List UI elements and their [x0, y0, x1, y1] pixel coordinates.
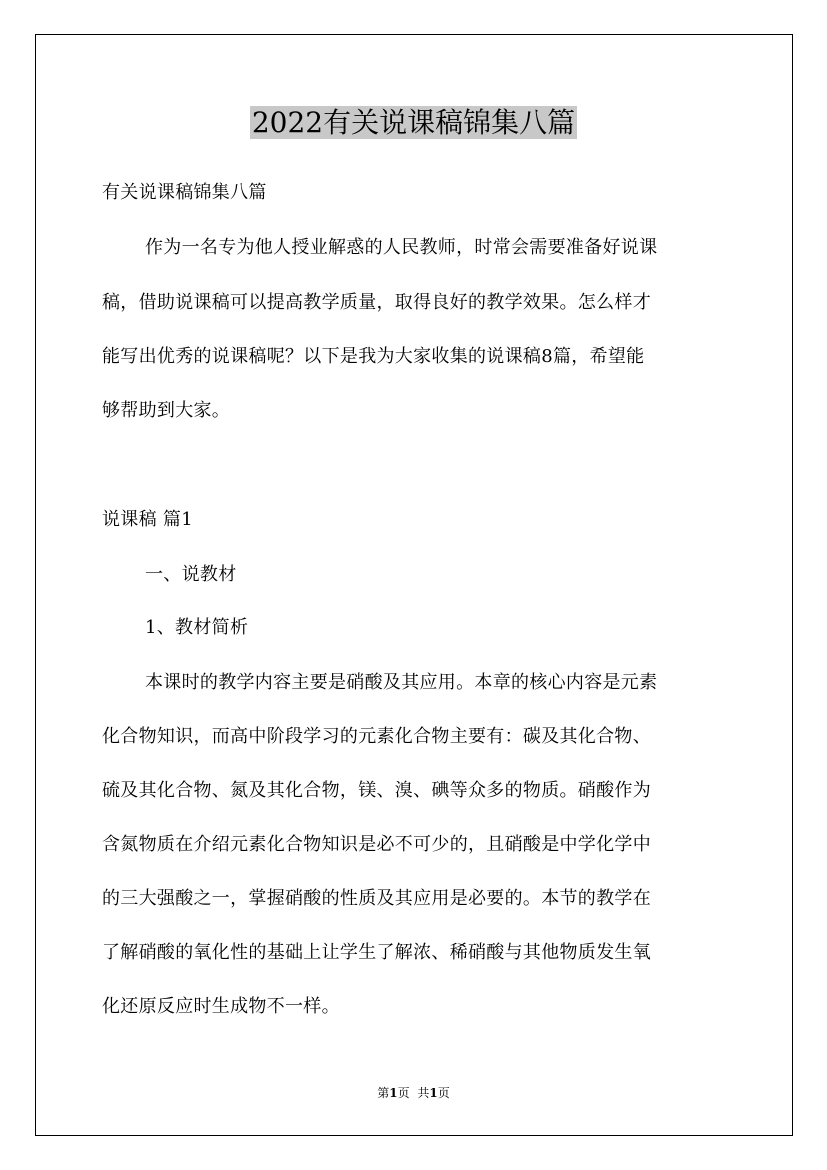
- intro-line: 稿，借助说课稿可以提高教学质量，取得良好的教学效果。怎么样才: [102, 292, 651, 313]
- section-heading: 说课稿 篇1: [102, 509, 193, 530]
- body-line: 化还原反应时生成物不一样。: [102, 996, 340, 1017]
- page-footer: [0, 1084, 827, 1101]
- sub-heading: 一、说教材: [145, 564, 237, 585]
- intro-line: 够帮助到大家。: [102, 400, 231, 421]
- body-line: 含氮物质在介绍元素化合物知识是必不可少的，且硝酸是中学化学中: [102, 834, 651, 855]
- subtitle: 有关说课稿锦集八篇: [102, 182, 267, 203]
- sub-heading: 1、教材简析: [145, 617, 249, 638]
- body-line: 的三大强酸之一，掌握硝酸的性质及其应用是必要的。本节的教学在: [102, 888, 651, 909]
- footer-page-total: 1: [429, 1086, 438, 1100]
- footer-total-prefix: 共: [417, 1086, 430, 1100]
- footer-total-suffix: 页: [437, 1086, 450, 1100]
- body-line: 本课时的教学内容主要是硝酸及其应用。本章的核心内容是元素: [145, 672, 658, 693]
- body-line: 了解硝酸的氧化性的基础上让学生了解浓、稀硝酸与其他物质发生氧: [102, 942, 651, 963]
- footer-page-number: 1: [389, 1086, 398, 1100]
- intro-line: 作为一名专为他人授业解惑的人民教师，时常会需要准备好说课: [145, 237, 658, 258]
- footer-page-prefix: 第: [377, 1086, 390, 1100]
- document-title-wrap: [0, 103, 827, 143]
- intro-line: 能写出优秀的说课稿呢？以下是我为大家收集的说课稿8篇，希望能: [102, 346, 645, 367]
- document-title: 2022有关说课稿锦集八篇: [251, 106, 576, 139]
- footer-page-suffix: 页: [397, 1086, 410, 1100]
- body-line: 化合物知识，而高中阶段学习的元素化合物主要有：碳及其化合物、: [102, 726, 651, 747]
- body-line: 硫及其化合物、氮及其化合物，镁、溴、碘等众多的物质。硝酸作为: [102, 780, 651, 801]
